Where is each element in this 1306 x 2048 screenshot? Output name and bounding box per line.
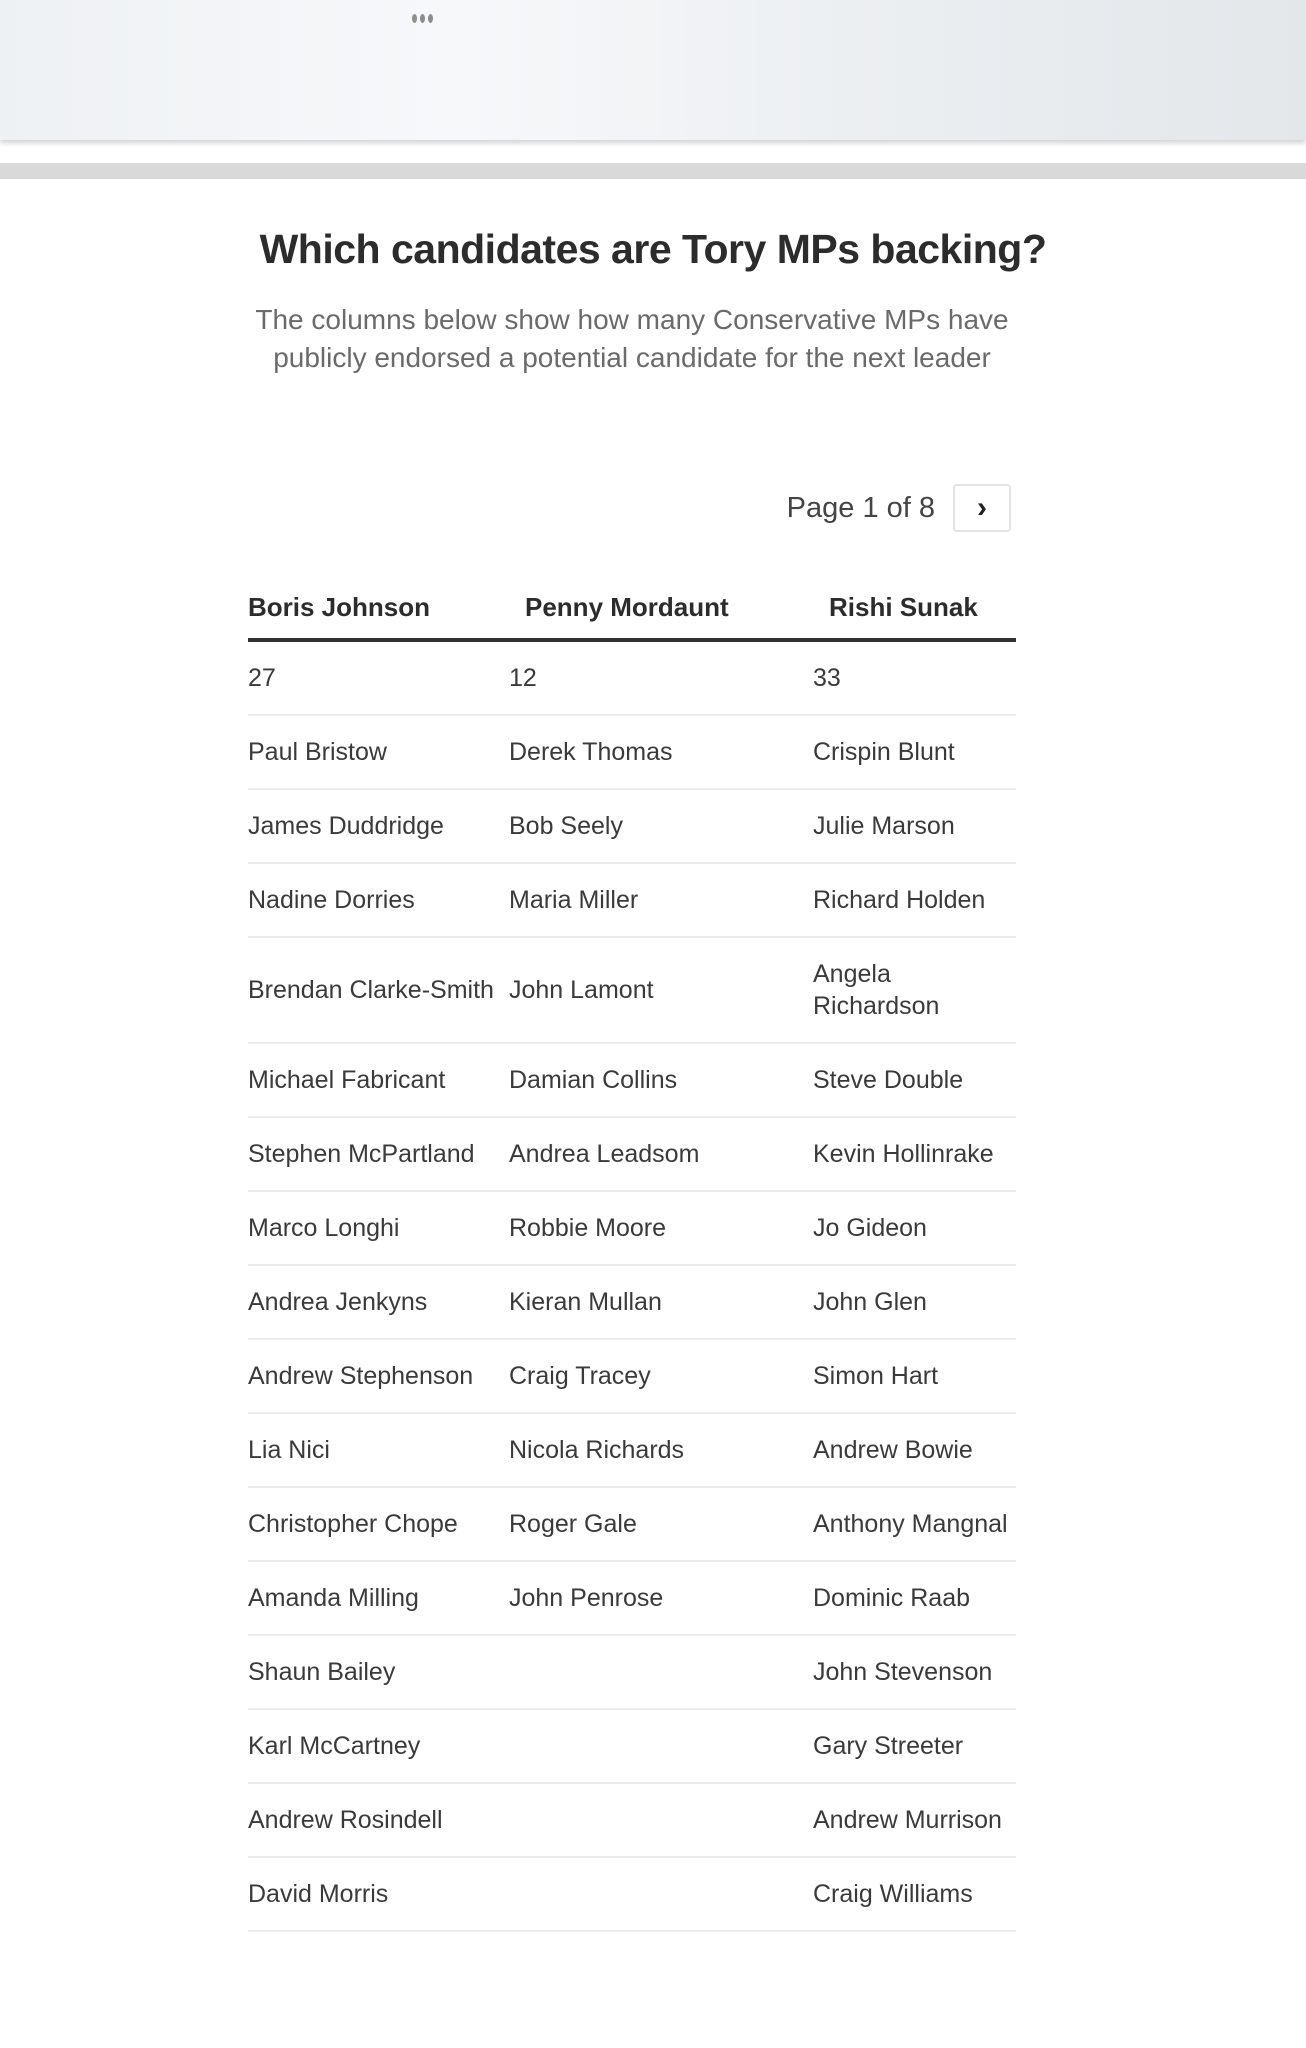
mp-name: Andrew Rosindell [248, 1783, 509, 1857]
mp-name [509, 1635, 813, 1709]
endorsement-count: 33 [813, 640, 1016, 715]
table-row [248, 1561, 1016, 1635]
mp-name: Jo Gideon [813, 1191, 1016, 1265]
mp-name: Julie Marson [813, 789, 1016, 863]
table-row [248, 1265, 1016, 1339]
column-header: Penny Mordaunt [509, 580, 813, 640]
mp-name: David Morris [248, 1857, 509, 1931]
mp-name: Lia Nici [248, 1413, 509, 1487]
table-row [248, 715, 1016, 789]
table-row [248, 937, 1016, 1043]
mp-name: Amanda Milling [248, 1561, 509, 1635]
table-row [248, 863, 1016, 937]
mp-name: Steve Double [813, 1043, 1016, 1117]
mp-name: Craig Tracey [509, 1339, 813, 1413]
mp-name: John Glen [813, 1265, 1016, 1339]
mp-name: Christopher Chope [248, 1487, 509, 1561]
mp-name: Crispin Blunt [813, 715, 1016, 789]
column-header: Boris Johnson [248, 580, 509, 640]
divider [0, 163, 1306, 179]
next-page-button[interactable] [953, 484, 1011, 532]
mp-name: Maria Miller [509, 863, 813, 937]
mp-name: Paul Bristow [248, 715, 509, 789]
mp-name: Richard Holden [813, 863, 1016, 937]
mp-name: Simon Hart [813, 1339, 1016, 1413]
mp-name: John Penrose [509, 1561, 813, 1635]
table-row [248, 1413, 1016, 1487]
mp-name: Andrea Leadsom [509, 1117, 813, 1191]
mp-name [509, 1783, 813, 1857]
mp-name: Andrew Bowie [813, 1413, 1016, 1487]
mp-name: Derek Thomas [509, 715, 813, 789]
mp-name: Michael Fabricant [248, 1043, 509, 1117]
mp-name: Robbie Moore [509, 1191, 813, 1265]
table-row [248, 1487, 1016, 1561]
table-row [248, 1191, 1016, 1265]
table-row [248, 1783, 1016, 1857]
mp-name: Roger Gale [509, 1487, 813, 1561]
endorsement-count: 27 [248, 640, 509, 715]
table-row [248, 1635, 1016, 1709]
count-row [248, 640, 1016, 715]
chevron-right-icon: › [977, 491, 987, 524]
mp-name: Angela Richardson [813, 937, 1016, 1043]
mp-name: Damian Collins [509, 1043, 813, 1117]
mp-name: Kieran Mullan [509, 1265, 813, 1339]
column-header: Rishi Sunak [813, 580, 1016, 640]
top-bar [0, 0, 1306, 140]
mp-name: Dominic Raab [813, 1561, 1016, 1635]
endorsement-count: 12 [509, 640, 813, 715]
mp-name: Andrea Jenkyns [248, 1265, 509, 1339]
mp-name: John Lamont [509, 937, 813, 1043]
mp-name: Marco Longhi [248, 1191, 509, 1265]
mp-name: Andrew Stephenson [248, 1339, 509, 1413]
subtitle: The columns below show how many Conservative MPs have publicly endorsed a potential candidate for the next leader [255, 304, 1009, 373]
mp-name: Anthony Mangnal [813, 1487, 1016, 1561]
mp-name [509, 1857, 813, 1931]
pagination [787, 484, 1011, 532]
mp-name: Shaun Bailey [248, 1635, 509, 1709]
table-row [248, 1709, 1016, 1783]
mp-name: Stephen McPartland [248, 1117, 509, 1191]
mp-name: Bob Seely [509, 789, 813, 863]
mp-name: Karl McCartney [248, 1709, 509, 1783]
mp-name: Nicola Richards [509, 1413, 813, 1487]
mp-name: Kevin Hollinrake [813, 1117, 1016, 1191]
table-row [248, 1339, 1016, 1413]
table-header-row [248, 580, 1016, 640]
table-row [248, 1857, 1016, 1931]
mp-name: Gary Streeter [813, 1709, 1016, 1783]
endorsements-table [248, 580, 1016, 1932]
mp-name [509, 1709, 813, 1783]
table-row [248, 1117, 1016, 1191]
page-indicator: Page 1 of 8 [786, 491, 935, 524]
mp-name: James Duddridge [248, 789, 509, 863]
mp-name: John Stevenson [813, 1635, 1016, 1709]
table-row [248, 1043, 1016, 1117]
more-icon[interactable] [412, 14, 433, 23]
mp-name: Nadine Dorries [248, 863, 509, 937]
page-title: Which candidates are Tory MPs backing? [259, 226, 1047, 272]
mp-name: Brendan Clarke-Smith [248, 937, 509, 1043]
table-row [248, 789, 1016, 863]
mp-name: Andrew Murrison [813, 1783, 1016, 1857]
mp-name: Craig Williams [813, 1857, 1016, 1931]
